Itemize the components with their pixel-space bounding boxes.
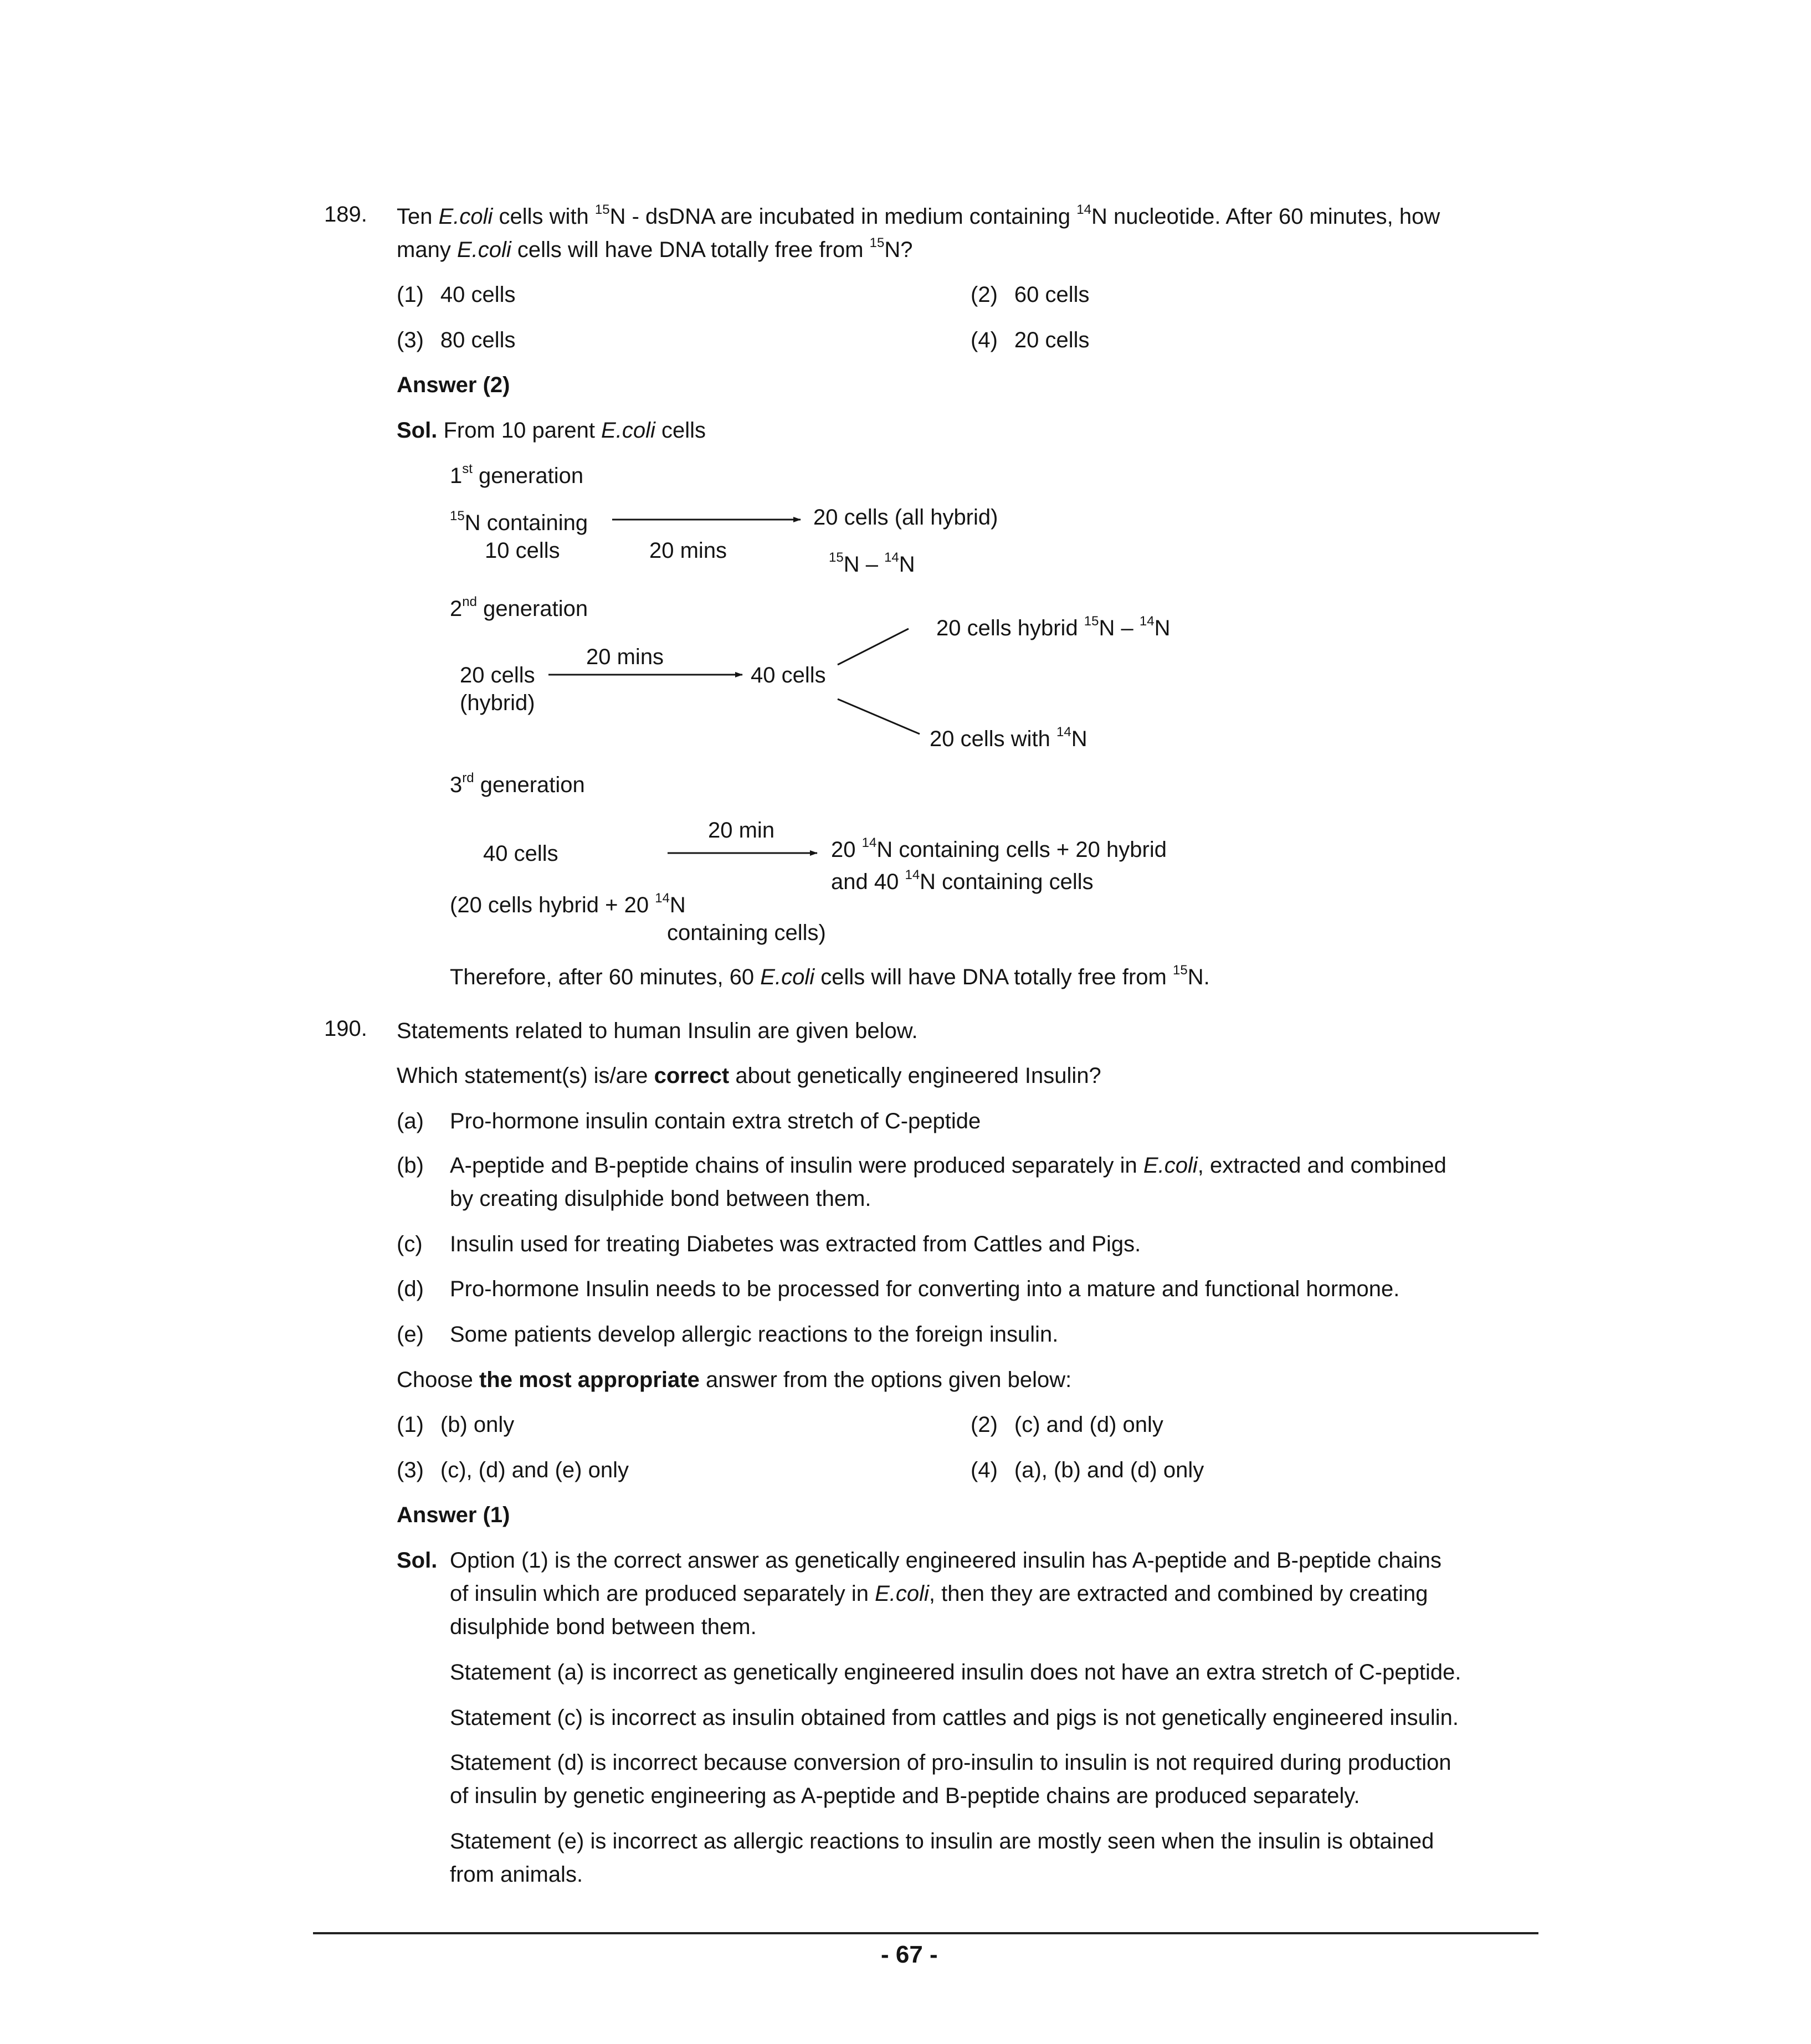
option-text: (a), (b) and (d) only — [1014, 1458, 1204, 1482]
option-text: (c), (d) and (e) only — [440, 1458, 629, 1482]
option-number: (3) — [397, 328, 424, 352]
statement-a — [397, 1105, 981, 1137]
statement-label: (b) — [397, 1153, 424, 1178]
gen2-left-line1: 20 cells — [460, 663, 535, 687]
option-4 — [971, 1454, 1204, 1486]
option-text: (c) and (d) only — [1014, 1413, 1163, 1437]
statement-c — [397, 1228, 1141, 1260]
choose-instruction: Choose the most appropriate answer from the options given below: — [397, 1368, 1072, 1392]
gen2-upper-branch: 20 cells hybrid $^{15}$N – $^{14}$N — [936, 614, 1171, 640]
option-3 — [397, 1454, 629, 1486]
solution-label: Sol. — [397, 1548, 438, 1573]
statement-text: Pro-hormone Insulin needs to be processed for converting into a mature and functional hormone. — [450, 1277, 1400, 1301]
question-number: 189. — [324, 202, 367, 227]
option-number: (2) — [971, 283, 998, 307]
solution-p2: Statement (a) is incorrect as genetically engineered insulin does not have an extra stretch of C-peptide. — [450, 1660, 1461, 1684]
gen2-branch-up — [838, 629, 909, 665]
gen2-title: 2nd generation — [450, 594, 588, 621]
solution-p4-line2: of insulin by genetic engineering as A-peptide and B-peptide chains are produced separately. — [450, 1784, 1360, 1808]
solution-p4-line1: Statement (d) is incorrect because conversion of pro-insulin to insulin is not required during production — [450, 1750, 1451, 1775]
footer-rule — [313, 1932, 1538, 1934]
solution-p3: Statement (c) is incorrect as insulin obtained from cattles and pigs is not genetically engineered insulin. — [450, 1706, 1459, 1730]
gen3-right-line2: and 40 $^{14}$N containing cells — [831, 867, 1094, 894]
option-text: 20 cells — [1014, 328, 1090, 352]
question-prompt: Which statement(s) is/are correct about genetically engineered Insulin? — [397, 1064, 1101, 1088]
question-number: 190. — [324, 1016, 367, 1041]
answer-label: Answer (1) — [397, 1503, 510, 1527]
option-number: (4) — [971, 1458, 998, 1482]
option-number: (4) — [971, 328, 998, 352]
question-stem-line2: many E.coli cells will have DNA totally free from $^{15}$N? — [397, 235, 913, 262]
gen3-left-line3: containing cells) — [667, 921, 826, 945]
option-text: 60 cells — [1014, 283, 1090, 307]
statement-label: (a) — [397, 1109, 424, 1133]
gen1-right-line2: $^{15}$N – $^{14}$N — [829, 550, 915, 577]
solution-p1-line2: of insulin which are produced separately in E.coli, then they are extracted and combined by creating — [450, 1581, 1428, 1606]
statement-b-line2: by creating disulphide bond between them. — [450, 1187, 871, 1211]
statement-text: Some patients develop allergic reactions to the foreign insulin. — [450, 1322, 1059, 1347]
gen1-arrow-label: 20 mins — [649, 538, 727, 563]
option-text: (b) only — [440, 1413, 515, 1437]
option-text: 80 cells — [440, 328, 516, 352]
gen3-title: 3rd generation — [450, 771, 585, 797]
gen2-middle: 40 cells — [751, 663, 826, 687]
gen1-right-line1: 20 cells (all hybrid) — [813, 505, 998, 530]
gen1-left-line2: 10 cells — [485, 538, 560, 563]
statement-e — [397, 1318, 1058, 1350]
statement-d — [397, 1273, 1399, 1305]
gen2-branch-down — [838, 699, 920, 734]
gen2-arrow-label: 20 mins — [586, 645, 664, 669]
conclusion: Therefore, after 60 minutes, 60 E.coli cells will have DNA totally free from $^{15}$N. — [450, 963, 1210, 989]
question-stem: Statements related to human Insulin are given below. — [397, 1019, 918, 1043]
gen1-left-line1: $^{15}$N containing — [450, 509, 588, 535]
question-stem-line1: Ten E.coli cells with $^{15}$N - dsDNA are incubated in medium containing $^{14}$N nucleotide. After 60 minutes, how — [397, 202, 1440, 229]
solution-p1-line3: disulphide bond between them. — [450, 1615, 757, 1639]
option-number: (1) — [397, 283, 424, 307]
option-2 — [971, 1409, 1163, 1441]
gen3-right-line1: 20 $^{14}$N containing cells + 20 hybrid — [831, 835, 1167, 862]
page-number: - 67 - — [881, 1941, 938, 1968]
statement-text: Insulin used for treating Diabetes was extracted from Cattles and Pigs. — [450, 1232, 1141, 1256]
solution-p1-line1: Option (1) is the correct answer as genetically engineered insulin has A-peptide and B-peptide chains — [450, 1548, 1441, 1573]
solution-p5-line1: Statement (e) is incorrect as allergic reactions to insulin are mostly seen when the insulin is obtained — [450, 1829, 1434, 1853]
statement-label: (e) — [397, 1322, 424, 1347]
option-number: (3) — [397, 1458, 424, 1482]
solution-intro: Sol. From 10 parent E.coli cells — [397, 418, 706, 443]
statement-b: (b) A-peptide and B-peptide chains of insulin were produced separately in E.coli, extracted and combined — [397, 1149, 1446, 1182]
statement-text: Pro-hormone insulin contain extra stretch of C-peptide — [450, 1109, 981, 1133]
gen3-left-line2: (20 cells hybrid + 20 $^{14}$N — [450, 891, 686, 917]
answer-label: Answer (2) — [397, 373, 510, 397]
gen1-title: 1st generation — [450, 461, 584, 488]
statement-label: (c) — [397, 1232, 423, 1256]
gen2-lower-branch: 20 cells with $^{14}$N — [930, 725, 1087, 751]
option-number: (1) — [397, 1413, 424, 1437]
option-text: 40 cells — [440, 283, 516, 307]
option-number: (2) — [971, 1413, 998, 1437]
gen3-arrow-label: 20 min — [708, 818, 775, 843]
gen2-left-line2: (hybrid) — [460, 691, 535, 715]
gen3-left-line1: 40 cells — [483, 841, 558, 866]
option-1 — [397, 1409, 514, 1441]
statement-label: (d) — [397, 1277, 424, 1301]
solution-p5-line2: from animals. — [450, 1862, 583, 1887]
